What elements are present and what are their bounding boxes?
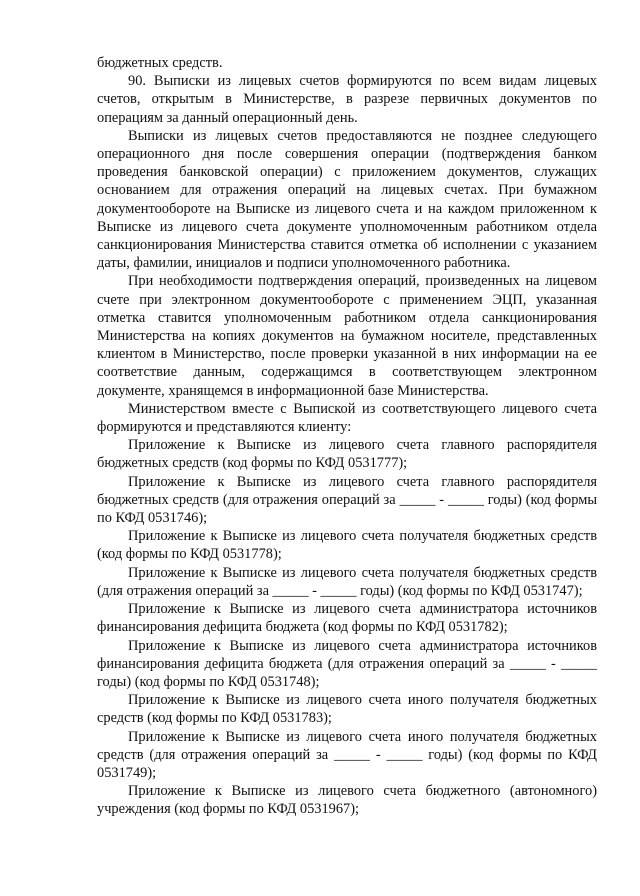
paragraph-ministry-forms-intro: Министерством вместе с Выпиской из соответствующего лицевого счета формируются и представляются клиенту: <box>97 400 597 436</box>
list-item-form-0531782: Приложение к Выписке из лицевого счета администратора источников финансирования дефицита бюджета (код формы по КФД 0531782); <box>97 601 597 636</box>
paragraph-continuation: бюджетных средств. <box>97 55 223 71</box>
list-item-form-0531777: Приложение к Выписке из лицевого счета главного распорядителя бюджетных средств (код формы по КФД 0531777); <box>97 437 597 472</box>
list-item-form-0531748: Приложение к Выписке из лицевого счета администратора источников финансирования дефицита бюджета (для отражения операций за _____ - _____ годы) (код формы по КФД 0531748); <box>97 637 597 690</box>
list-item-form-0531749: Приложение к Выписке из лицевого счета иного получателя бюджетных средств (для отражения операций за _____ - _____ годы) (код формы по КФД 0531749); <box>97 728 597 781</box>
list-item-form-0531783: Приложение к Выписке из лицевого счета иного получателя бюджетных средств (код формы по КФД 0531783); <box>97 692 597 727</box>
list-item-form-0531778: Приложение к Выписке из лицевого счета получателя бюджетных средств (код формы по КФД 0531778); <box>97 528 597 563</box>
paragraph-statements-provision: Выписки из лицевых счетов предоставляются не позднее следующего операционного дня после совершения операции (подтверждения банком проведения банковской операции) с приложением документов, служащих основанием для отражения операций на лицевых счетах. При бумажном документообороте на Выписке из лицевого счета и на каждом приложенном к Выписке из лицевого счета документе уполномоченным работником отдела санкционирования Министерства ставится отметка об исполнении с указанием даты, фамилии, инициалов и подписи уполномоченного работника. <box>97 127 597 272</box>
document-page <box>97 54 597 819</box>
list-item-form-0531967: Приложение к Выписке из лицевого счета бюджетного (автономного) учреждения (код формы по КФД 0531967); <box>97 783 597 818</box>
list-item-form-0531746: Приложение к Выписке из лицевого счета главного распорядителя бюджетных средств (для отражения операций за _____ - _____ годы) (код формы по КФД 0531746); <box>97 473 597 527</box>
paragraph-electronic-confirmation: При необходимости подтверждения операций, произведенных на лицевом счете при электронном документообороте с применением ЭЦП, указанная отметка ставится уполномоченным работником отдела санкционирования Министерства на копиях документов на бумажном носителе, представленных клиентом в Министерство, после проверки указанной в них информации на ее соответствие данным, содержащимся в соответствующем электронном документе, хранящемся в информационной базе Министерства. <box>97 273 597 399</box>
list-item-form-0531747: Приложение к Выписке из лицевого счета получателя бюджетных средств (для отражения операций за _____ - _____ годы) (код формы по КФД 0531747); <box>97 564 597 599</box>
paragraph-item-90: 90. Выписки из лицевых счетов формируются по всем видам лицевых счетов, открытым в Министерстве, в разрезе первичных документов по операциям за данный операционный день. <box>97 73 597 126</box>
